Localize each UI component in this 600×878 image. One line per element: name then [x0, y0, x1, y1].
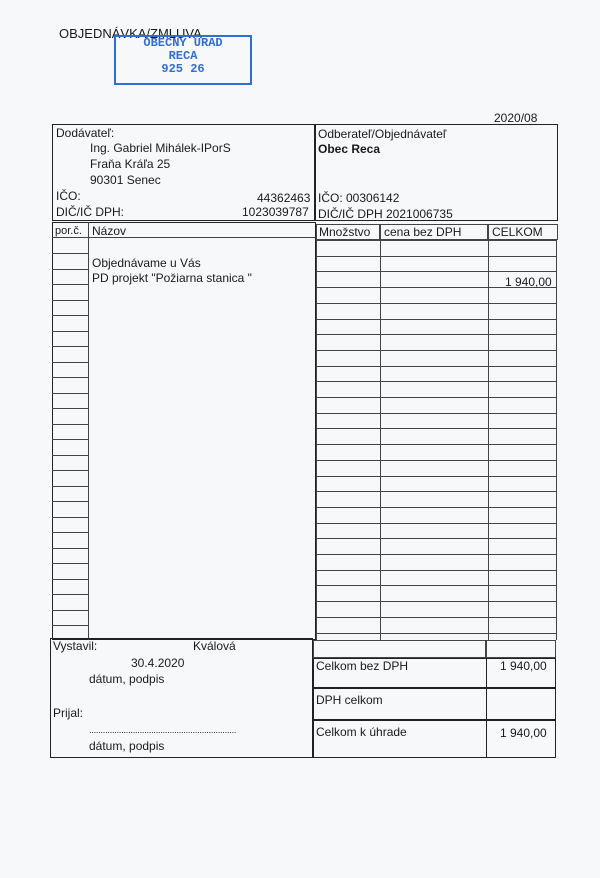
supplier-street: Fraňa Kráľa 25 — [90, 157, 171, 171]
supplier-ico-label: IČO: — [56, 189, 81, 203]
row-line — [52, 579, 88, 580]
col-line — [556, 240, 557, 640]
to-pay-label: Celkom k úhrade — [316, 725, 407, 739]
row-line — [316, 460, 556, 461]
row-line — [52, 486, 88, 487]
row-line — [52, 563, 88, 564]
customer-label: Odberateľ/Objednávateľ — [318, 127, 447, 141]
row-line — [52, 594, 88, 595]
item-line1: Objednávame u Vás — [92, 256, 201, 270]
supplier-dic-label: DIČ/IČ DPH: — [56, 205, 125, 219]
row-line — [316, 271, 556, 272]
col-qty-header: Množstvo — [319, 225, 371, 239]
row-line — [316, 256, 556, 257]
row-line — [52, 455, 88, 456]
col-no-header: por.č. — [55, 225, 82, 237]
to-pay-value: 1 940,00 — [500, 726, 547, 740]
customer-ico: IČO: 00306142 — [318, 191, 400, 205]
date-sign-1: dátum, podpis — [89, 672, 165, 686]
col-total-header: CELKOM — [492, 225, 543, 239]
row-line — [316, 538, 556, 539]
issued-label: Vystavil: — [53, 639, 98, 653]
row-line — [52, 532, 88, 533]
row-line — [316, 523, 556, 524]
row-line — [52, 269, 88, 270]
item-total: 1 940,00 — [505, 275, 552, 289]
customer-name: Obec Reca — [318, 142, 381, 156]
row-line — [52, 408, 88, 409]
row-line — [52, 470, 88, 471]
col-name-header: Názov — [92, 224, 127, 238]
issued-date: 30.4.2020 — [131, 656, 185, 670]
row-line — [52, 300, 88, 301]
supplier-dic: 1023039787 — [242, 205, 309, 219]
sum-no-vat-label: Celkom bez DPH — [316, 659, 409, 673]
col-line — [380, 240, 381, 640]
row-line — [52, 501, 88, 502]
row-line — [316, 397, 556, 398]
row-line — [316, 617, 556, 618]
order-number: 2020/08 — [494, 111, 538, 125]
col-divider — [88, 222, 89, 640]
sum-no-vat-value: 1 940,00 — [500, 659, 547, 673]
sum-divider — [486, 658, 487, 758]
row-line — [52, 331, 88, 332]
row-line — [316, 303, 556, 304]
sum-spacer-right — [486, 640, 556, 658]
row-line — [316, 601, 556, 602]
col-line — [316, 240, 317, 640]
row-line — [316, 381, 556, 382]
row-line — [316, 334, 556, 335]
row-line — [52, 439, 88, 440]
vat-label: DPH celkom — [316, 693, 383, 707]
row-line — [52, 362, 88, 363]
received-label: Prijal: — [53, 706, 84, 720]
stamp-line3: 925 26 — [161, 62, 205, 76]
row-line — [52, 625, 88, 626]
row-line — [52, 284, 88, 285]
row-line — [52, 346, 88, 347]
row-line — [52, 610, 88, 611]
document-type: OBJEDNÁVKA/ZMLUVA — [59, 26, 202, 41]
customer-dic: DIČ/IČ DPH 2021006735 — [318, 207, 453, 221]
row-line — [316, 319, 556, 320]
supplier-label: Dodávateľ: — [56, 126, 115, 140]
row-line — [316, 444, 556, 445]
row-line — [52, 517, 88, 518]
row-line — [316, 413, 556, 414]
row-line — [52, 424, 88, 425]
stamp-line2: RECA — [168, 49, 198, 63]
row-line — [52, 377, 88, 378]
row-line — [316, 585, 556, 586]
col-line — [488, 240, 489, 640]
row-line — [316, 240, 556, 241]
col-price-header: cena bez DPH — [384, 225, 462, 239]
row-line — [316, 476, 556, 477]
row-line — [316, 507, 556, 508]
row-line — [316, 350, 556, 351]
row-line — [52, 393, 88, 394]
supplier-city: 90301 Senec — [90, 173, 161, 187]
row-line — [316, 428, 556, 429]
row-line — [316, 554, 556, 555]
stamp-line1: OBECNÝ ÚRAD — [143, 36, 223, 50]
row-line — [316, 633, 556, 634]
date-sign-2: dátum, podpis — [89, 739, 165, 753]
row-line — [316, 491, 556, 492]
row-line — [52, 253, 88, 254]
item-line2: PD projekt "Požiarna stanica " — [92, 271, 252, 285]
row-line — [52, 548, 88, 549]
row-line — [52, 315, 88, 316]
sum-spacer-left — [313, 640, 486, 658]
row-line — [316, 366, 556, 367]
issued-by: Kválová — [193, 639, 236, 653]
supplier-name: Ing. Gabriel Mihálek-IPorS — [90, 141, 231, 155]
row-line — [316, 570, 556, 571]
office-stamp — [114, 35, 252, 85]
signature-dots: ................................................................ — [89, 725, 237, 735]
supplier-ico: 44362463 — [257, 191, 311, 205]
